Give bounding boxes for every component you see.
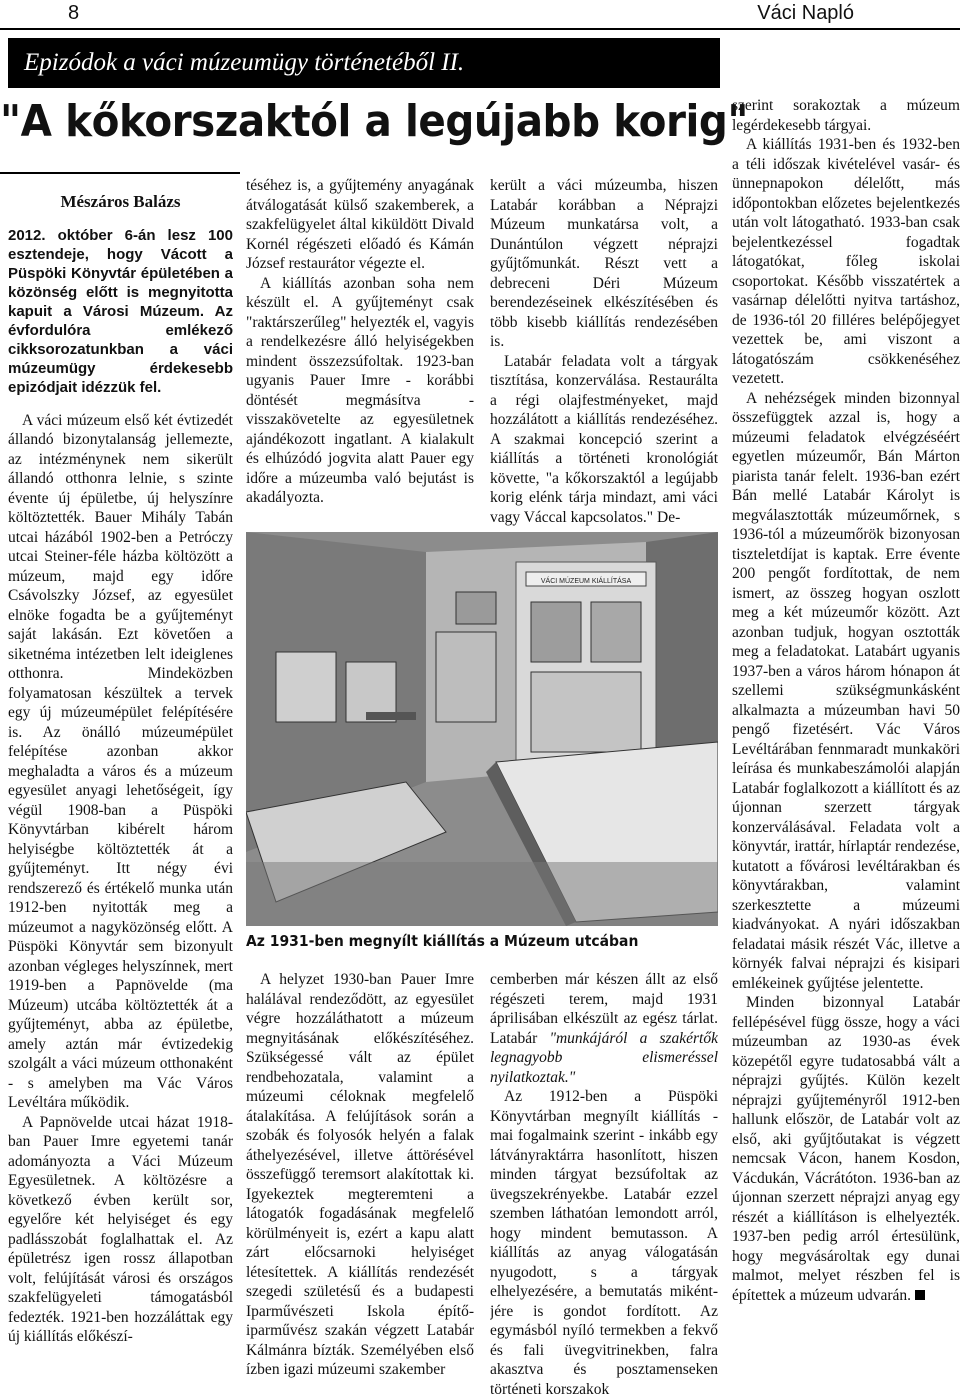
publication-name: Váci Napló	[757, 2, 854, 24]
article-lead: 2012. október 6-án lesz 100 esztendeje, hogy Vácott a Püspöki Könyvtár épületében a közönség előtt is megnyitotta kapuit a Városi Múzeum. Az évfordulóra emlékező cikksorozatunkban a váci múzeumügy érdekesebb epizódjait idézzük fel.	[8, 226, 233, 396]
column-2	[246, 176, 474, 526]
column-3	[490, 176, 718, 526]
byline-rule	[0, 172, 240, 174]
paragraph: A kiállítás azonban soha nem készült el. A gyűjteményt csak "raktárszerűleg" helyezték el, vagyis a rendelkezésre álló helyiségekben mindent összezsúfoltak. 1923-ban ugyanis Pauer Imre - korábbi döntését megmásítva - visszakövetelte az egyesületnek ajándékozott ingatlant. A kialakult és elhúzódó jogvita alatt Pauer egy időre a múzeumba való bejutást is akadályozta.	[246, 274, 474, 506]
italic-quote: "munkájáról a szakértők legnagyobb elismeréssel nyilatkoztak."	[490, 1029, 718, 1086]
column-1	[8, 176, 233, 1396]
paragraph	[490, 970, 718, 1087]
paragraph: A helyzet 1930-ban Pauer Imre halálával rendeződött, az egyesület végre hozzáláthatott a múzeum megnyitásának előkészítéséhez. Szükségessé vált az épület rendbehozatala, valamint a múzeumi céloknak megfelelő átalakítása. A felújítások során a szobák és folyosók helyén a falak áthelyezésével, illetve áttörésével összefüggő teremsort alakítottak ki. Igyekeztek megteremteni a látogatók fogadásának megfelelő körülményeit is, ezért a kapu alatt zárt előcsarnoki helyiséget létesítettek. A kiállítás rendezését szegedi születésű és a budapesti Iparművészeti Iskola építő-iparművész szakán végzett Latabár Kálmánra bízták. Személyében első ízben igazi múzeumi szakember	[246, 971, 474, 1378]
column-3-lower	[490, 970, 718, 1398]
paragraph	[732, 993, 960, 1305]
paragraph: Latabár feladata volt a tárgyak tisztítása, konzerválása. Restaurálta a régi olajfestményeket, majd hozzálátott a kiállítás rendezéséhez. A szakmai koncepció szerint a kiállítás a történeti kronológiát követte, "a kőkorszaktól a legújabb korig elénk tárja mindazt, ami váci vagy Váccal kapcsolatos." De-	[490, 352, 718, 526]
photo-sign-text: VÁCI MÚZEUM KIÁLLÍTÁSA	[540, 578, 632, 585]
end-of-article-mark	[915, 1290, 925, 1300]
paragraph: került a váci múzeumba, hiszen Latabár korábban a Néprajzi Múzeum munkatársa volt, a Dunántúlon végzett néprajzi gyűjtőmunkát. Részt vett a debreceni Déri Múzeum berendezéseinek elkészítésében és több kisebb kiállítás rendezésében is.	[490, 177, 718, 350]
series-kicker: Epizódok a váci múzeumügy történetéből II.	[8, 38, 720, 88]
page-header	[0, 0, 960, 30]
column-4	[732, 96, 960, 1396]
paragraph: téséhez is, a gyűjtemény anyagának átválogatását külső szakemberek, a szakfelügyelet által kiküldött Divald Kornél régészeti előadó és Kámán József restaurátor végezte el.	[246, 177, 474, 272]
text-run: Minden bizonnyal Latabár fellépésével függ össze, hogy a váci múzeumban az 1930-as évek közepétől egyre tudatosabbá vált a néprajzi gyűjtés. Külön kezelt néprajzi gyűjteményről 1912-ben hallunk először, de Latabár volt az első, aki gyűjtőutakat is végzett nemcsak Vácon, hanem Kosdon, Vácdukán, Vácrátóton. 1936-ban az újonnan szerzett néprajzi anyag egy részét a kiállításon is elhelyezték. 1937-ben pedig arról értesülünk, hogy megvásároltak egy dunai malmot, melyet részben fel is építettek a múzeum udvarán.	[732, 994, 960, 1304]
paragraph: A váci múzeum első két évtizedét állandó bizonytalanság jellemezte, az intézménynek nem sikerült állandó otthonra lelnie, s szinte évente új épületbe, új helyszínre költöztették. Bauer Mihály Tabán utcai házából 1902-ben a Petróczy utcai Steiner-féle házba költözött a múzeum, majd egy időre Csávolszky József, az egyesület elnöke fogadta be a gyűjteményt saját lakásán. Ezt követően a siketnéma intézetben lelt ideiglenes otthonra. Mindeközben folyamatosan készültek a tervek egy új múzeumépület felépítésére is. Az önálló múzeumépület felépítése azonban akkor meghaladta a város és a múzeum egyesület anyagi lehetőségeit, így végül 1908-ban a Püspöki Könyvtárban kibérelt három helyiségbe költöztették át a gyűjteményt. Itt négy évi rendszerező és értékelő munka után 1912-ben nyitották meg a múzeumot a nagyközönség előtt. A Püspöki Könyvtár sem bizonyult azonban végleges helyszínnek, mert 1919-ben a Papnövelde (ma Múzeum) utcába költöztették át a gyűjteményt, abba az épületbe, amely aztán már évtizedekig szolgált a váci múzeum otthonaként - s amelyben ma Vác Város Levéltára működik.	[8, 411, 233, 1111]
article-headline: "A kőkorszaktól a legújabb korig"	[0, 96, 749, 147]
paragraph: A nehézségek minden bizonnyal összefüggtek azzal is, hogy a múzeumi feladatok elvégzéséért egyetlen múzeumőr, Bán Márton piarista tanár felelt. 1936-ban ezért Bán mellé Latabár Károlyt is megválasztották múzeumőrnek, s 1936-tól a múzeumőrök bizonyosan tiszteletdíjat is kaptak. Erre évente 200 pengőt fordítottak, de nem ismert, az összeg hogyan oszlott meg a két múzeumőr között. Azt azonban tudjuk, hogyan osztották meg a feladatokat. Latabárt ugyanis 1937-ben a város három hónapon át szellemi szükségmunkásként alkalmazta a múzeumban havi 50 pengő fizetésért. Vác Város Levéltárában fennmaradt munkaköri leírása és munkabeszámolói alapján Latabár foglalkozott a kiállított és az újonnan szerzett tárgyak konzerválásával. Feladata volt a könyvtár, irattár, hírlaptár rendezése, kutatott a fővárosi levéltárakban és könyvtárakban, valamint szerkesztette a múzeumi kiadványokat. A nyári időszakban feladatai másik részét Vác, illetve a környék falvai néprajzi és kisipari emlékeinek gyűjtése jelentette.	[732, 389, 960, 992]
text-run: cemberben már készen állt az első régészeti terem, majd 1931 áprilisában elkészült az egész tárlat. Latabár	[490, 971, 718, 1047]
exhibition-photo	[246, 532, 718, 926]
paragraph: szerint sorakoztak a múzeum legérdekesebb tárgyai.	[732, 97, 960, 134]
page-number: 8	[68, 2, 80, 24]
paragraph: A Papnövelde utcai házat 1918-ban Pauer Imre egyetemi tanár adományozta a Váci Múzeum Egyesületnek. A költözésre a következő évben került sor, egyelőre két helyiséget és egy padlásszobát foglalhattak el. Az épületrész igen rossz állapotban volt, felújítását városi és országos szakfelügyeleti támogatásból fedezték. 1921-ben hozzáláttak egy új kiállítás előkészí-	[8, 1113, 233, 1345]
paragraph: A kiállítás 1931-ben és 1932-ben a téli időszak kivételével vasár- és ünnepnapokon délelőtt, más időpontokban előzetes bejelentkezés után volt látogatható. 1933-ban csak bejelentkezéssel fogadtak látogatókat, főleg iskolai csoportokat. Később visszatértek a vasárnap délelőtti nyitva tartáshoz, de 1936-tól 20 filléres belépőjegyet vezettek be, ami viszont a látogatószám csökkenéséhez vezetett.	[732, 136, 960, 387]
paragraph: Az 1912-ben a Püspöki Könyvtárban megnyílt kiállítás - mai fogalmaink szerint - inkább egy látványraktárra hasonlított, hiszen minden tárgyat bezsúfoltak az üvegszekrényekbe. Latabár ezzel szemben láthatóan lemondott arról, hogy mindent bemutasson. A kiállítás az anyag válogatásán nyugodott, s a tárgyak elhelyezésére, a bemutatás mikéntjére is gondot fordított. Az egymásból nyíló termekben a fekvő és fali üvegvitrinekben, falra akasztva és posztamenseken történeti korszakok	[490, 1088, 718, 1398]
author-byline: Mészáros Balázs	[60, 192, 181, 211]
header-rule	[0, 28, 960, 30]
exhibition-photo-illustration	[246, 532, 718, 926]
photo-caption: Az 1931-ben megnyílt kiállítás a Múzeum utcában	[246, 932, 639, 950]
column-2-lower	[246, 970, 474, 1398]
